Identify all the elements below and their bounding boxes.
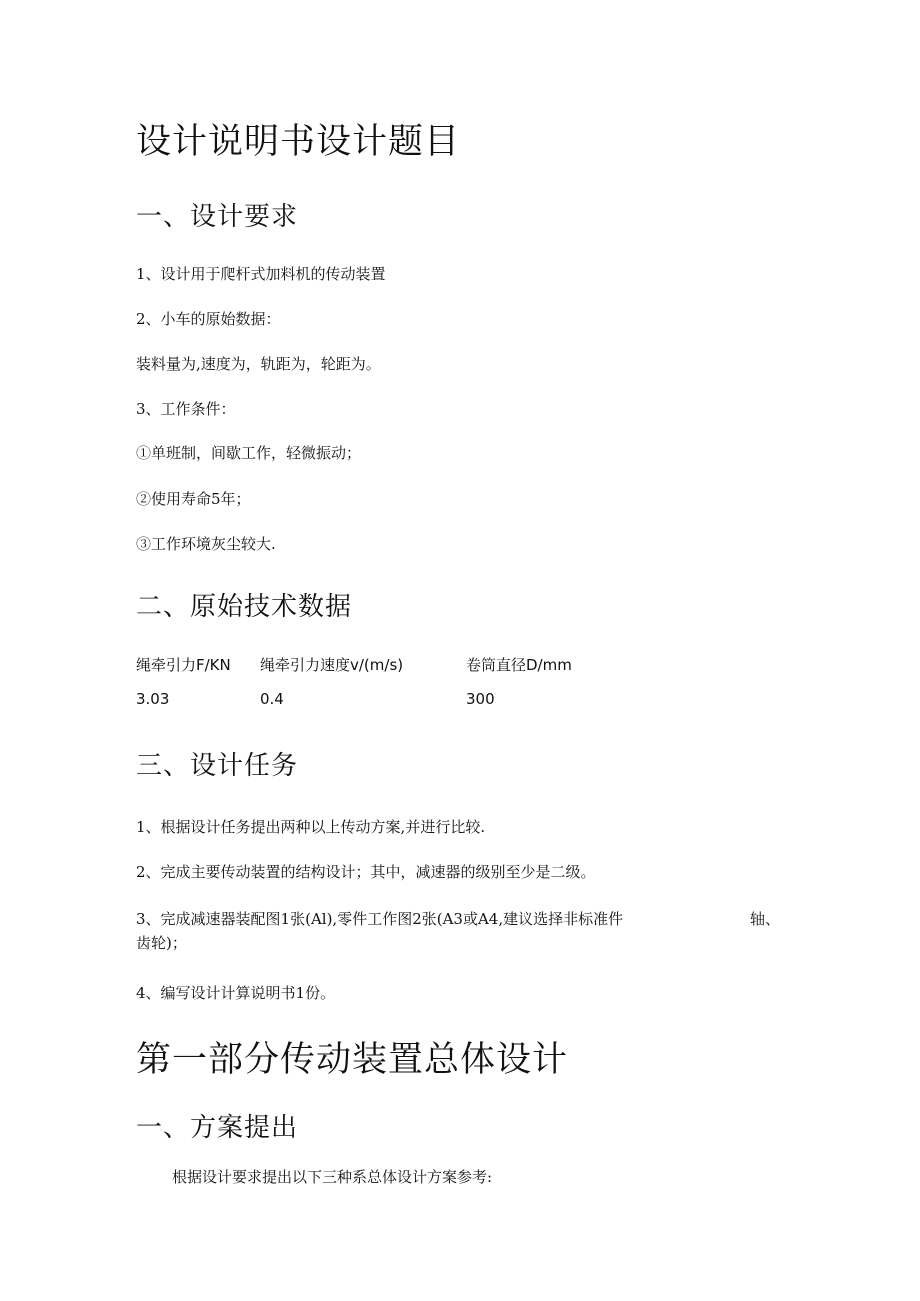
task-1: 1、根据设计任务提出两种以上传动方案,并进行比较.	[136, 818, 486, 836]
condition-3: ③工作环境灰尘较大.	[136, 535, 276, 553]
table-value-force: 3.03	[136, 690, 170, 708]
table-header-force: 绳牵引力F/KN	[136, 656, 231, 674]
section-heading-requirements: 一、设计要求	[136, 202, 299, 232]
condition-1: ①单班制，间歇工作，轻微振动；	[136, 444, 362, 462]
table-header-speed: 绳牵引力速度v/(m/s)	[260, 656, 404, 674]
table-value-speed: 0.4	[260, 690, 284, 708]
document-title: 设计说明书设计题目	[136, 122, 461, 162]
requirement-item-3: 3、工作条件：	[136, 400, 236, 418]
task-3-line-1: 3、完成减速器装配图1张(Al),零件工作图2张(A3或A4,建议选择非标准件	[136, 910, 624, 928]
requirement-item-2-detail: 装料量为,速度为，轨距为，轮距为。	[136, 355, 381, 373]
table-value-diameter: 300	[466, 690, 495, 708]
requirement-item-2: 2、小车的原始数据：	[136, 310, 281, 328]
task-3-tail: 轴、	[750, 910, 781, 928]
task-4: 4、编写设计计算说明书1份。	[136, 984, 336, 1002]
proposal-intro: 根据设计要求提出以下三种系总体设计方案参考:	[172, 1168, 493, 1186]
section-heading-proposal: 一、方案提出	[136, 1113, 299, 1143]
task-3-line-2: 齿轮)；	[136, 934, 187, 952]
requirement-item-1: 1、设计用于爬杆式加料机的传动装置	[136, 265, 386, 283]
section-heading-tasks: 三、设计任务	[136, 751, 299, 781]
task-2: 2、完成主要传动装置的结构设计；其中，减速器的级别至少是二级。	[136, 863, 596, 881]
condition-2: ②使用寿命5年；	[136, 490, 251, 508]
part-one-title: 第一部分传动装置总体设计	[136, 1040, 569, 1080]
section-heading-technical-data: 二、原始技术数据	[136, 592, 353, 622]
table-header-diameter: 卷筒直径D/mm	[466, 656, 572, 674]
